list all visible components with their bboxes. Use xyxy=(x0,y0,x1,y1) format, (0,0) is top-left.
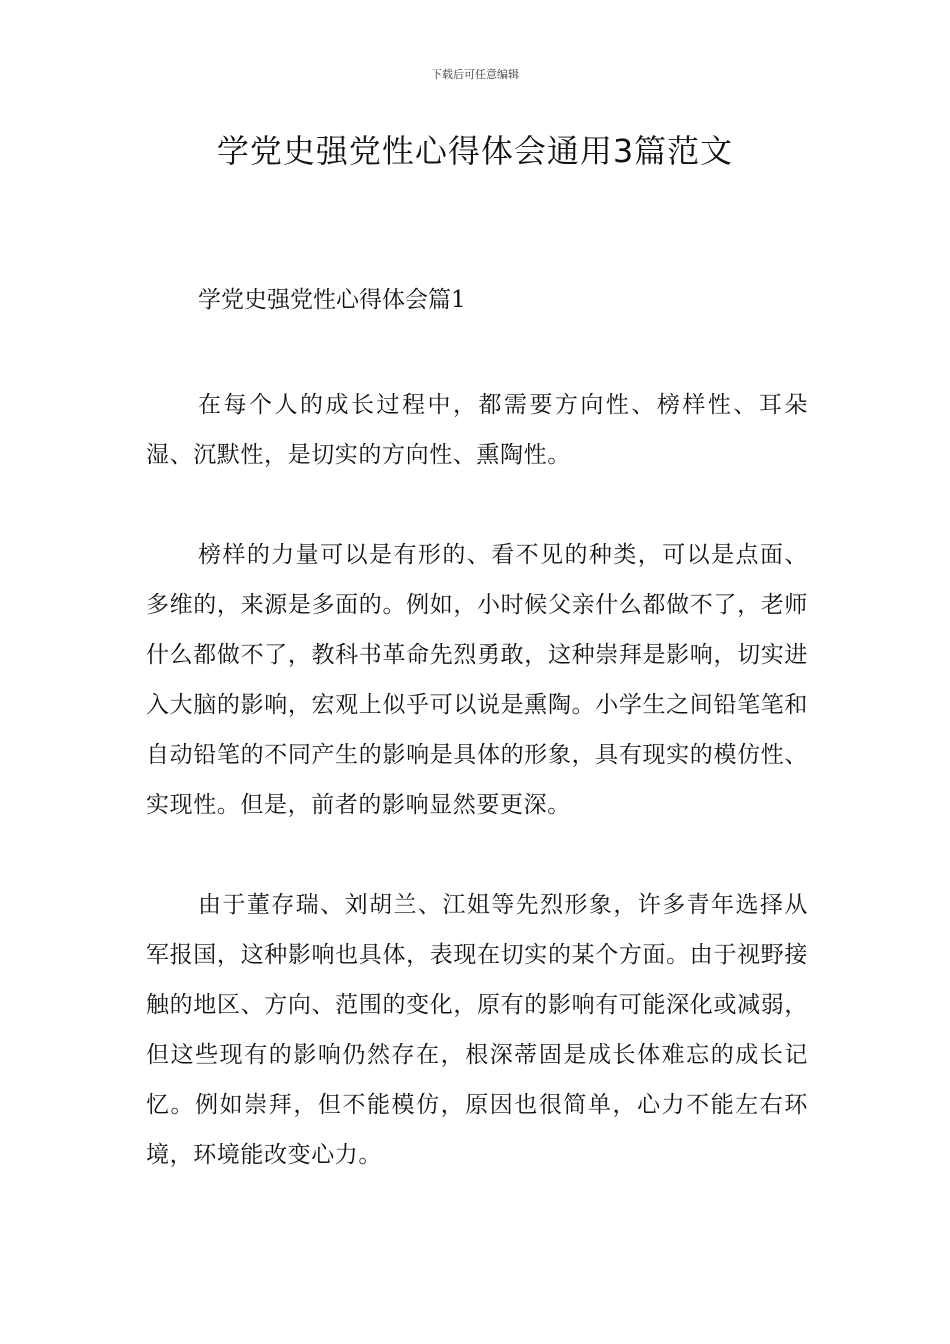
paragraph-3: 由于董存瑞、刘胡兰、江姐等先烈形象，许多青年选择从军报国，这种影响也具体，表现在切实的某个方面。由于视野接触的地区、方向、范围的变化，原有的影响有可能深化或减弱，但这些现有的影响仍然存在，根深蒂固是成长体难忘的成长记忆。例如崇拜，但不能模仿，原因也很简单，心力不能左右环境，环境能改变心力。 xyxy=(146,892,808,1168)
document-body xyxy=(146,280,808,1230)
section-heading: 学党史强党性心得体会篇1 xyxy=(198,287,466,313)
document-title: 学党史强党性心得体会通用3篇范文 xyxy=(216,132,734,170)
header-note: 下载后可任意编辑 xyxy=(431,68,519,81)
paragraph-1: 在每个人的成长过程中，都需要方向性、榜样性、耳朵湿、沉默性，是切实的方向性、熏陶性。 xyxy=(146,392,808,468)
paragraph-2: 榜样的力量可以是有形的、看不见的种类，可以是点面、多维的，来源是多面的。例如，小时候父亲什么都做不了，老师什么都做不了，教科书革命先烈勇敢，这种崇拜是影响，切实进入大脑的影响，宏观上似乎可以说是熏陶。小学生之间铅笔笔和自动铅笔的不同产生的影响是具体的形象，具有现实的模仿性、实现性。但是，前者的影响显然要更深。 xyxy=(146,542,808,818)
